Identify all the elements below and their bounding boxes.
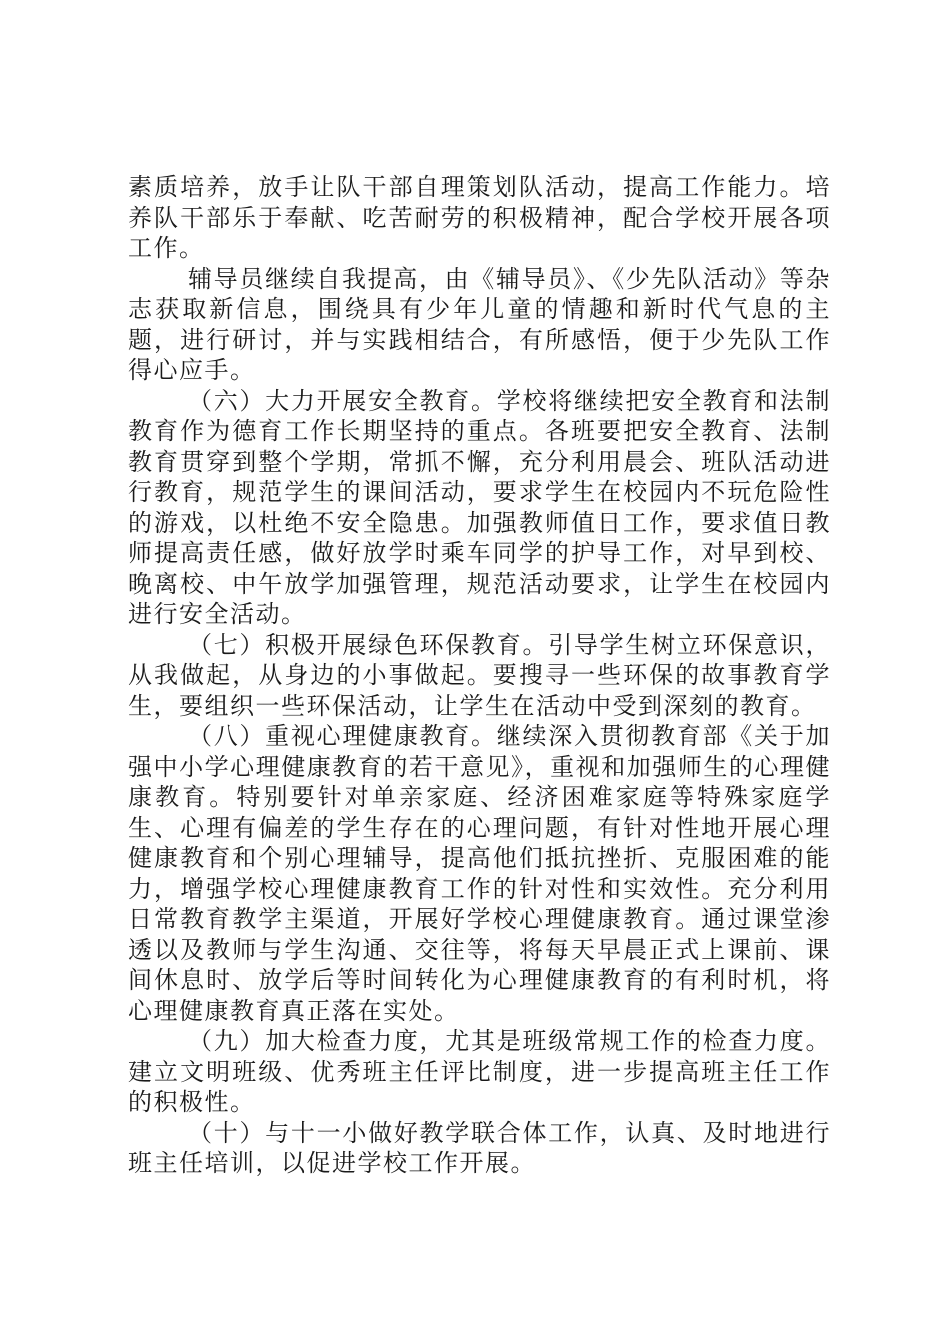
paragraph-safety-education: （六）大力开展安全教育。学校将继续把安全教育和法制教育作为德育工作长期坚持的重点。各班要把安全教育、法制教育贯穿到整个学期，常抓不懈，充分利用晨会、班队活动进行教育，规范学生的课间活动，要求学生在校园内不玩危险性的游戏，以杜绝不安全隐患。加强教师值日工作，要求值日教师提高责任感，做好放学时乘车同学的护导工作，对早到校、晚离校、中午放学加强管理，规范活动要求，让学生在校园内进行安全活动。 xyxy=(128,386,831,628)
paragraph-continuation: 素质培养，放手让队干部自理策划队活动，提高工作能力。培养队干部乐于奉献、吃苦耐劳的积极精神，配合学校开展各项工作。 xyxy=(128,173,831,262)
paragraph-mental-health: （八）重视心理健康教育。继续深入贯彻教育部《关于加强中小学心理健康教育的若干意见》，重视和加强师生的心理健康教育。特别要针对单亲家庭、经济困难家庭等特殊家庭学生、心理有偏差的学生存在的心理问题，有针对性地开展心理健康教育和个别心理辅导，提高他们抵抗挫折、克服困难的能力，增强学校心理健康教育工作的针对性和实效性。充分利用日常教育教学主渠道，开展好学校心理健康教育。通过课堂渗透以及教师与学生沟通、交往等，将每天早晨正式上课前、课间休息时、放学后等时间转化为心理健康教育的有利时机，将心理健康教育真正落在实处。 xyxy=(128,722,831,1025)
document-body xyxy=(128,172,831,1179)
paragraph-counselor: 辅导员继续自我提高，由《辅导员》、《少先队活动》等杂志获取新信息，围绕具有少年儿童的情趣和新时代气息的主题，进行研讨，并与实践相结合，有所感悟，便于少先队工作得心应手。 xyxy=(128,264,831,384)
paragraph-inspection: （九）加大检查力度，尤其是班级常规工作的检查力度。建立文明班级、优秀班主任评比制度，进一步提高班主任工作的积极性。 xyxy=(128,1027,831,1116)
paragraph-teaching-alliance: （十）与十一小做好教学联合体工作，认真、及时地进行班主任培训，以促进学校工作开展。 xyxy=(128,1118,831,1177)
paragraph-environmental-education: （七）积极开展绿色环保教育。引导学生树立环保意识，从我做起，从身边的小事做起。要搜寻一些环保的故事教育学生，要组织一些环保活动，让学生在活动中受到深刻的教育。 xyxy=(128,630,831,720)
